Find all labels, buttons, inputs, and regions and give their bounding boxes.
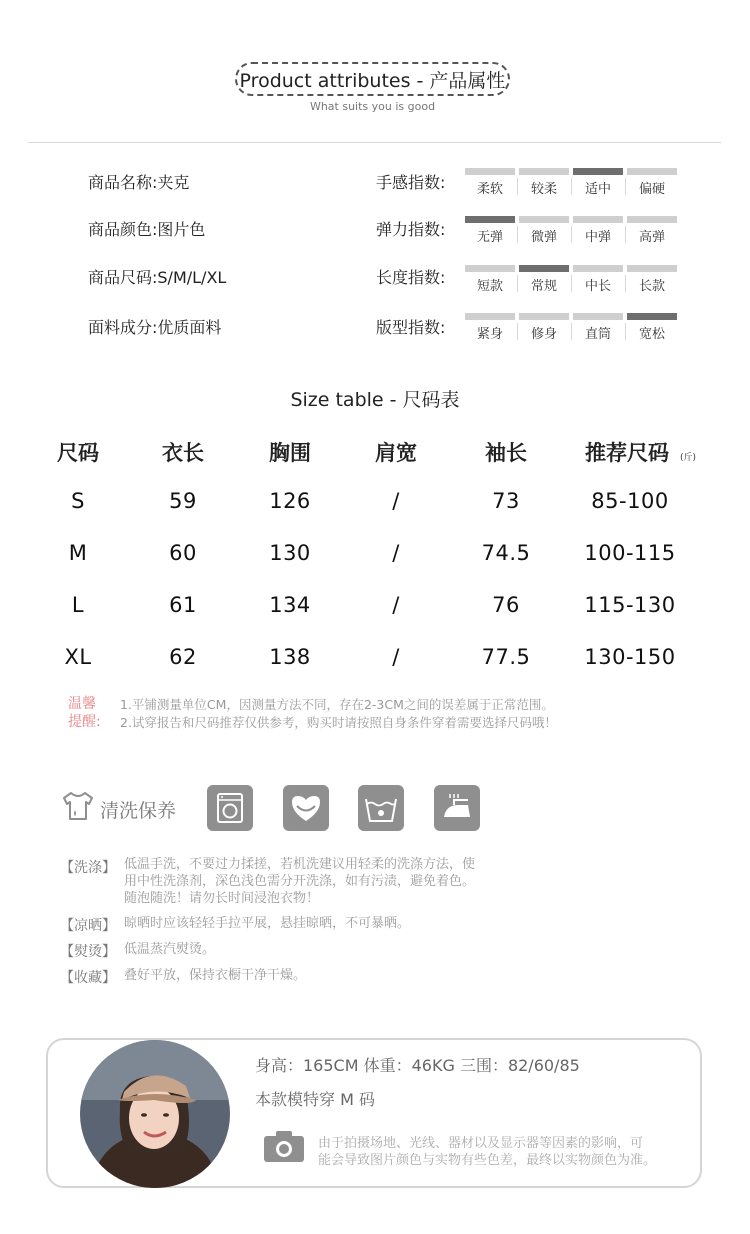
model-wears: 本款模特穿 M 码	[255, 1090, 375, 1109]
index-scale-feel	[465, 168, 677, 204]
size-header-sleeve: 袖长	[485, 441, 527, 465]
table-cell: /	[392, 593, 400, 617]
size-header-unit: (斤)	[680, 453, 697, 463]
size-header-shoulder: 肩宽	[375, 441, 417, 465]
table-cell: /	[392, 645, 400, 669]
table-cell: S	[71, 489, 85, 513]
product-fabric: 面料成分:优质面料	[88, 318, 222, 337]
scale-option-label: 紧身	[476, 327, 503, 342]
table-cell: 77.5	[481, 645, 531, 669]
scale-separator	[625, 178, 626, 195]
care-text: 晾晒时应该轻轻手拉平展，悬挂晾晒，不可暴晒。	[124, 916, 411, 931]
scale-bar-active	[519, 265, 569, 272]
washing-machine-icon	[207, 785, 253, 831]
table-cell: M	[68, 541, 88, 565]
scale-separator	[517, 226, 518, 243]
size-header-length: 衣长	[162, 441, 204, 465]
model-stats: 身高：165CM 体重：46KG 三围：82/60/85	[255, 1056, 580, 1075]
scale-bar	[573, 216, 623, 223]
table-cell: 134	[269, 593, 311, 617]
scale-option-label: 长款	[638, 279, 665, 294]
scale-separator	[625, 323, 626, 340]
index-scale-elasticity	[465, 216, 677, 252]
product-sizes: 商品尺码:S/M/L/XL	[88, 268, 227, 287]
shirt-icon	[60, 790, 96, 822]
scale-option-label: 微弹	[530, 230, 557, 245]
model-avatar	[80, 1040, 230, 1188]
care-text: 叠好平放，保持衣橱干净干燥。	[124, 968, 307, 983]
table-cell: 73	[492, 489, 520, 513]
scale-bar-active	[573, 168, 623, 175]
scale-option-label: 宽松	[638, 327, 665, 342]
scale-bar	[627, 265, 677, 272]
scale-bar	[519, 216, 569, 223]
table-cell: 138	[269, 645, 311, 669]
table-cell: 74.5	[481, 541, 531, 565]
table-cell: 115-130	[584, 593, 676, 617]
scale-option-label: 柔软	[476, 182, 503, 197]
table-cell: L	[71, 593, 85, 617]
scale-bar	[465, 168, 515, 175]
index-label-elasticity: 弹力指数:	[376, 220, 446, 239]
scale-separator	[571, 275, 572, 292]
scale-option-label: 中长	[584, 279, 611, 294]
scale-separator	[571, 226, 572, 243]
page-title: Product attributes - 产品属性	[239, 70, 506, 92]
scale-option-label: 偏硬	[638, 182, 665, 197]
page-subtitle: What suits you is good	[309, 100, 436, 113]
scale-bar	[465, 265, 515, 272]
scale-bar	[519, 168, 569, 175]
size-header-recommend: 推荐尺码	[585, 441, 669, 465]
scale-bar	[573, 265, 623, 272]
scale-separator	[571, 323, 572, 340]
scale-option-label: 常规	[530, 279, 557, 294]
table-cell: /	[392, 541, 400, 565]
care-text: 用中性洗涤剂，深色浅色需分开洗涤，如有污渍，避免着色。	[124, 874, 476, 889]
size-header-chest: 胸围	[269, 441, 311, 465]
care-tag-iron: 【熨烫】	[60, 944, 116, 960]
scale-option-label: 中弹	[584, 230, 611, 245]
care-text: 随泡随洗！请勿长时间浸泡衣物！	[124, 891, 320, 906]
table-cell: 126	[269, 489, 311, 513]
reminder-text: 2.试穿报告和尺码推荐仅供参考，购买时请按照自身条件穿着需要选择尺码哦！	[120, 715, 557, 730]
care-text: 低温蒸汽熨烫。	[124, 942, 216, 957]
product-name: 商品名称:夹克	[88, 173, 190, 192]
scale-option-label: 适中	[584, 182, 611, 197]
scale-bar	[573, 313, 623, 320]
scale-separator	[517, 275, 518, 292]
color-note: 由于拍摄场地、光线、器材以及显示器等因素的影响，可	[318, 1136, 644, 1151]
table-cell: XL	[64, 645, 92, 669]
table-cell: 85-100	[591, 489, 669, 513]
iron-icon	[434, 785, 480, 831]
scale-bar	[627, 168, 677, 175]
table-cell: 130-150	[584, 645, 676, 669]
scale-option-label: 高弹	[638, 230, 665, 245]
index-label-fit: 版型指数:	[376, 318, 446, 337]
scale-separator	[625, 226, 626, 243]
scale-bar	[519, 313, 569, 320]
scale-bar	[465, 313, 515, 320]
table-cell: 60	[169, 541, 197, 565]
index-scale-length	[465, 265, 677, 301]
scale-bar-active	[627, 313, 677, 320]
table-cell: /	[392, 489, 400, 513]
camera-icon	[262, 1128, 306, 1164]
product-color: 商品颜色:图片色	[88, 220, 206, 239]
scale-bar	[627, 216, 677, 223]
color-note: 能会导致图片颜色与实物有些色差，最终以实物颜色为准。	[318, 1153, 657, 1168]
scale-option-label: 无弹	[476, 230, 503, 245]
scale-option-label: 直筒	[584, 327, 611, 342]
table-cell: 130	[269, 541, 311, 565]
scale-option-label: 修身	[530, 327, 557, 342]
size-table-title: Size table - 尺码表	[290, 389, 460, 411]
hand-wash-icon	[283, 785, 329, 831]
reminder-label: 提醒:	[68, 714, 101, 730]
scale-separator	[571, 178, 572, 195]
header-divider	[28, 142, 721, 143]
care-tag-dry: 【凉晒】	[60, 918, 116, 934]
size-header-size: 尺码	[57, 441, 99, 465]
table-cell: 76	[492, 593, 520, 617]
care-tag-wash: 【洗涤】	[60, 860, 116, 876]
scale-option-label: 较柔	[530, 182, 557, 197]
scale-bar-active	[465, 216, 515, 223]
scale-separator	[517, 178, 518, 195]
table-cell: 59	[169, 489, 197, 513]
index-label-feel: 手感指数:	[376, 173, 446, 192]
scale-option-label: 短款	[476, 279, 503, 294]
table-cell: 61	[169, 593, 197, 617]
index-scale-fit	[465, 313, 677, 349]
care-tag-store: 【收藏】	[60, 970, 116, 986]
scale-separator	[517, 323, 518, 340]
scale-separator	[625, 275, 626, 292]
care-text: 低温手洗，不要过力揉搓，若机洗建议用轻柔的洗涤方法，使	[124, 857, 476, 872]
reminder-label: 温馨	[68, 696, 96, 712]
table-cell: 100-115	[584, 541, 676, 565]
care-title: 清洗保养	[100, 800, 177, 822]
water-temp-icon	[358, 785, 404, 831]
table-cell: 62	[169, 645, 197, 669]
index-label-length: 长度指数:	[376, 268, 446, 287]
reminder-text: 1.平铺测量单位CM，因测量方法不同，存在2-3CM之间的误差属于正常范围。	[120, 697, 554, 712]
